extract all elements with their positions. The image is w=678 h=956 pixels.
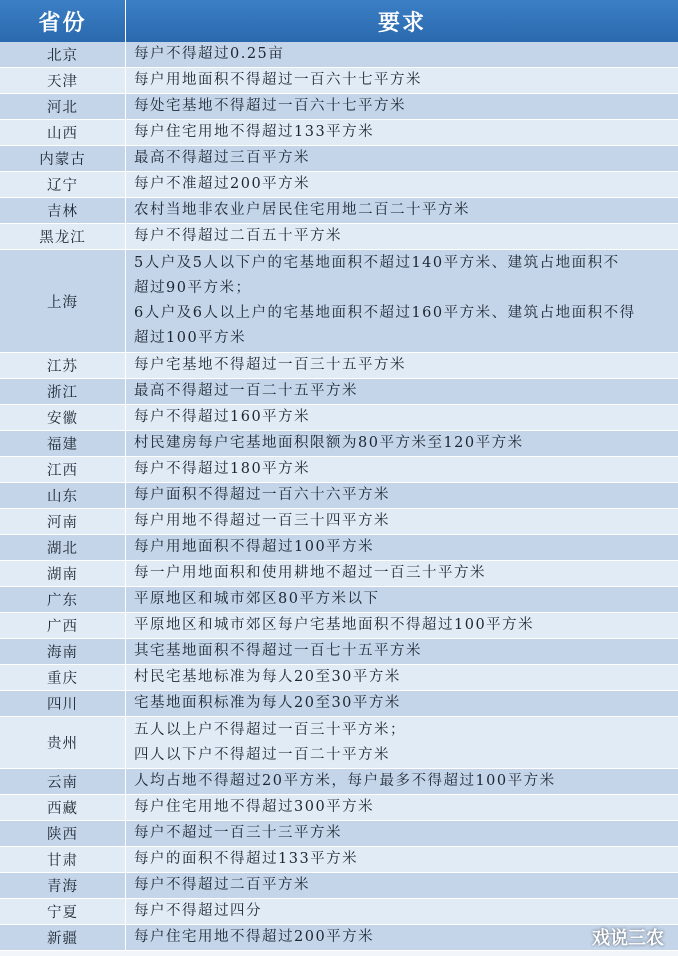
province-cell: 贵州	[0, 717, 126, 768]
province-cell: 四川	[0, 691, 126, 716]
requirement-line: 每户宅基地不得超过一百三十五平方米	[134, 357, 406, 373]
province-cell: 湖南	[0, 561, 126, 586]
table-row	[0, 691, 678, 717]
province-cell: 青海	[0, 873, 126, 898]
requirement-cell	[126, 821, 678, 846]
requirement-cell	[126, 795, 678, 820]
table-row	[0, 873, 678, 899]
requirement-cell	[126, 405, 678, 430]
requirement-cell	[126, 353, 678, 378]
requirement-line: 5人户及5人以下户的宅基地面积不超过140平方米、建筑占地面积不	[134, 255, 620, 271]
table-row	[0, 431, 678, 457]
requirement-line: 村民建房每户宅基地面积限额为80平方米至120平方米	[134, 435, 524, 451]
requirement-line: 最高不得超过三百平方米	[134, 150, 310, 166]
table-row	[0, 899, 678, 925]
requirement-line: 每户用地面积不得超过一百六十七平方米	[134, 72, 422, 88]
table-row	[0, 613, 678, 639]
requirement-cell	[126, 717, 678, 768]
watermark: 戏说三农	[592, 928, 664, 949]
province-cell: 甘肃	[0, 847, 126, 872]
province-cell: 重庆	[0, 665, 126, 690]
requirement-cell	[126, 561, 678, 586]
province-cell: 广西	[0, 613, 126, 638]
requirement-line: 每一户用地面积和使用耕地不超过一百三十平方米	[134, 565, 486, 581]
header-requirement: 要求	[377, 10, 426, 36]
requirement-line: 每户不超过一百三十三平方米	[134, 825, 342, 841]
table-row	[0, 224, 678, 250]
province-cell: 天津	[0, 68, 126, 93]
table-row	[0, 68, 678, 94]
province-cell: 云南	[0, 769, 126, 794]
requirement-cell	[126, 431, 678, 456]
requirement-cell	[126, 250, 678, 352]
table-row	[0, 769, 678, 795]
table-row	[0, 457, 678, 483]
requirement-line: 每户不得超过180平方米	[134, 461, 311, 477]
table-row	[0, 821, 678, 847]
table-row	[0, 250, 678, 353]
requirement-line: 其宅基地面积不得超过一百七十五平方米	[134, 643, 422, 659]
requirement-cell	[126, 198, 678, 223]
requirement-cell	[126, 483, 678, 508]
requirement-cell	[126, 873, 678, 898]
province-cell: 广东	[0, 587, 126, 612]
requirement-line: 每户面积不得超过一百六十六平方米	[134, 487, 390, 503]
table-row	[0, 509, 678, 535]
requirement-line: 村民宅基地标准为每人20至30平方米	[134, 669, 401, 685]
requirement-line: 最高不得超过一百二十五平方米	[134, 383, 358, 399]
requirement-cell	[126, 899, 678, 924]
table-row	[0, 535, 678, 561]
province-cell: 福建	[0, 431, 126, 456]
requirement-cell	[126, 535, 678, 560]
requirement-line: 每处宅基地不得超过一百六十七平方米	[134, 98, 406, 114]
requirement-line: 每户住宅用地不得超过200平方米	[134, 929, 375, 945]
requirement-cell	[126, 769, 678, 794]
requirement-line: 6人户及6人以上户的宅基地面积不超过160平方米、建筑占地面积不得	[134, 305, 636, 321]
table-row	[0, 665, 678, 691]
table-row	[0, 483, 678, 509]
province-cell: 新疆	[0, 925, 126, 950]
requirement-line: 每户用地面积不得超过100平方米	[134, 539, 375, 555]
table-row	[0, 561, 678, 587]
province-cell: 北京	[0, 42, 126, 67]
requirement-line: 五人以上户不得超过一百三十平方米；	[134, 721, 406, 738]
requirement-line: 宅基地面积标准为每人20至30平方米	[134, 695, 401, 711]
requirement-cell	[126, 379, 678, 404]
requirement-cell	[126, 665, 678, 690]
requirement-line: 平原地区和城市郊区每户宅基地面积不得超过100平方米	[134, 617, 535, 633]
table-row	[0, 587, 678, 613]
requirement-cell	[126, 691, 678, 716]
province-cell: 上海	[0, 250, 126, 352]
requirement-cell	[126, 94, 678, 119]
requirement-cell	[126, 587, 678, 612]
table-row	[0, 42, 678, 68]
province-cell: 内蒙古	[0, 146, 126, 171]
requirement-cell	[126, 224, 678, 249]
table-row	[0, 795, 678, 821]
table-row	[0, 379, 678, 405]
requirement-line: 超过100平方米	[134, 330, 247, 346]
requirement-line: 每户不得超过四分	[134, 903, 262, 919]
table-row	[0, 146, 678, 172]
header-province: 省份	[0, 0, 126, 42]
requirement-line: 每户的面积不得超过133平方米	[134, 851, 359, 867]
requirement-line: 超过90平方米；	[134, 280, 252, 296]
table-row	[0, 925, 678, 951]
requirement-line: 每户不得超过160平方米	[134, 409, 311, 425]
requirement-line: 四人以下户不得超过一百二十平方米	[134, 746, 390, 763]
province-cell: 辽宁	[0, 172, 126, 197]
province-cell: 山东	[0, 483, 126, 508]
requirement-line: 每户住宅用地不得超过300平方米	[134, 799, 375, 815]
table-row	[0, 198, 678, 224]
requirement-cell	[126, 172, 678, 197]
table-header	[0, 0, 678, 42]
table-row	[0, 172, 678, 198]
table-row	[0, 717, 678, 769]
table-body	[0, 42, 678, 956]
requirement-cell	[126, 457, 678, 482]
table-row	[0, 847, 678, 873]
table-row	[0, 639, 678, 665]
requirement-line: 每户不得超过二百五十平方米	[134, 228, 342, 244]
requirement-line: 每户不准超过200平方米	[134, 176, 311, 192]
province-cell: 湖北	[0, 535, 126, 560]
table-row	[0, 353, 678, 379]
province-cell: 海南	[0, 639, 126, 664]
province-cell: 西藏	[0, 795, 126, 820]
requirement-line: 每户用地不得超过一百三十四平方米	[134, 513, 390, 529]
requirement-cell	[126, 68, 678, 93]
province-cell: 江苏	[0, 353, 126, 378]
requirement-cell	[126, 146, 678, 171]
requirement-cell	[126, 120, 678, 145]
requirement-line: 农村当地非农业户居民住宅用地二百二十平方米	[134, 202, 470, 218]
requirement-line: 每户不得超过0.25亩	[134, 46, 285, 62]
province-cell: 安徽	[0, 405, 126, 430]
requirement-line: 每户住宅用地不得超过133平方米	[134, 124, 375, 140]
requirement-cell	[126, 613, 678, 638]
province-cell: 宁夏	[0, 899, 126, 924]
table-row	[0, 120, 678, 146]
province-cell: 陕西	[0, 821, 126, 846]
requirement-cell	[126, 847, 678, 872]
requirement-line: 每户不得超过二百平方米	[134, 877, 310, 893]
requirement-line: 人均占地不得超过20平方米，每户最多不得超过100平方米	[134, 773, 556, 789]
requirement-line: 平原地区和城市郊区80平方米以下	[134, 591, 380, 607]
province-cell: 浙江	[0, 379, 126, 404]
requirement-cell	[126, 639, 678, 664]
table-row	[0, 405, 678, 431]
province-cell: 山西	[0, 120, 126, 145]
table-row	[0, 94, 678, 120]
requirement-cell	[126, 509, 678, 534]
province-cell: 江西	[0, 457, 126, 482]
requirement-cell	[126, 42, 678, 67]
province-cell: 吉林	[0, 198, 126, 223]
province-cell: 河北	[0, 94, 126, 119]
province-cell: 黑龙江	[0, 224, 126, 249]
province-cell: 河南	[0, 509, 126, 534]
